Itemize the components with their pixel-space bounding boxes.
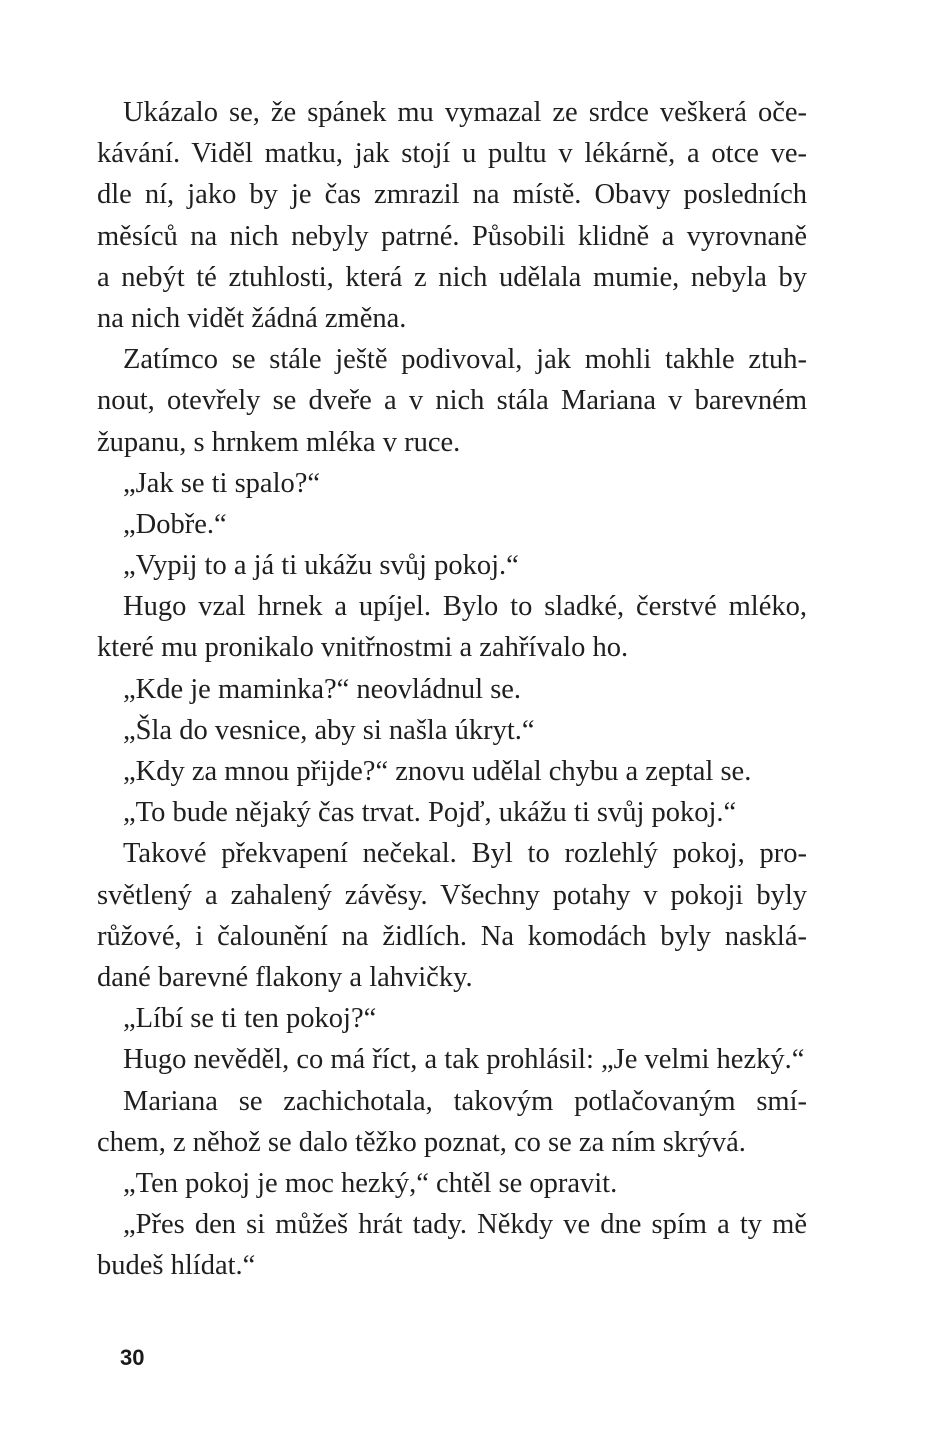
text-line: „Šla do vesnice, aby si našla úkryt.“	[123, 714, 535, 746]
text-line: světlený a zahalený závěsy. Všechny potahy v pokoji byly	[97, 879, 807, 911]
text-line: Hugo nevěděl, co má říct, a tak prohlásil: „Je velmi hezký.“	[123, 1044, 805, 1076]
text-line: růžové, i čalounění na židlích. Na komodách byly nasklá-	[97, 920, 807, 952]
text-line: a nebýt té ztuhlosti, která z nich udělala mumie, nebyla by	[97, 261, 807, 293]
text-line: Takové překvapení nečekal. Byl to rozlehlý pokoj, pro-	[123, 838, 807, 870]
page-number: 30	[120, 1345, 145, 1370]
text-line: županu, s hrnkem mléka v ruce.	[97, 426, 461, 458]
body-text	[97, 92, 807, 1286]
text-line: dle ní, jako by je čas zmrazil na místě. Obavy posledních	[97, 179, 807, 211]
text-line: „Kdy za mnou přijde?“ znovu udělal chybu a zeptal se.	[123, 756, 752, 787]
text-line: „Ten pokoj je moc hezký,“ chtěl se opravit.	[123, 1167, 618, 1199]
text-line: kávání. Viděl matku, jak stojí u pultu v lékárně, a otce ve-	[97, 138, 807, 170]
text-line: které mu pronikalo vnitřnostmi a zahřívalo ho.	[97, 632, 629, 664]
text-line: měsíců na nich nebyly patrné. Působili klidně a vyrovnaně	[97, 220, 807, 252]
text-line: „Dobře.“	[123, 508, 227, 540]
text-line: „Líbí se ti ten pokoj?“	[123, 1003, 377, 1035]
text-line: na nich vidět žádná změna.	[97, 302, 407, 334]
text-line: „Jak se ti spalo?“	[123, 467, 321, 499]
text-line: „Kde je maminka?“ neovládnul se.	[123, 673, 522, 705]
text-line: „Vypij to a já ti ukážu svůj pokoj.“	[123, 550, 519, 582]
text-line: Ukázalo se, že spánek mu vymazal ze srdce veškerá oče-	[123, 97, 807, 128]
text-line: Mariana se zachichotala, takovým potlačovaným smí-	[123, 1085, 807, 1117]
text-line: Hugo vzal hrnek a upíjel. Bylo to sladké, čerstvé mléko,	[123, 591, 807, 623]
text-line: Zatímco se stále ještě podivoval, jak mohli takhle ztuh-	[123, 344, 807, 376]
text-line: „Přes den si můžeš hrát tady. Někdy ve dne spím a ty mě	[123, 1209, 807, 1241]
text-line: chem, z něhož se dalo těžko poznat, co se za ním skrývá.	[97, 1126, 746, 1158]
text-line: nout, otevřely se dveře a v nich stála Mariana v barevném	[97, 385, 807, 417]
text-line: „To bude nějaký čas trvat. Pojď, ukážu ti svůj pokoj.“	[123, 797, 737, 829]
text-line: dané barevné flakony a lahvičky.	[97, 961, 473, 993]
text-line: budeš hlídat.“	[97, 1250, 256, 1282]
